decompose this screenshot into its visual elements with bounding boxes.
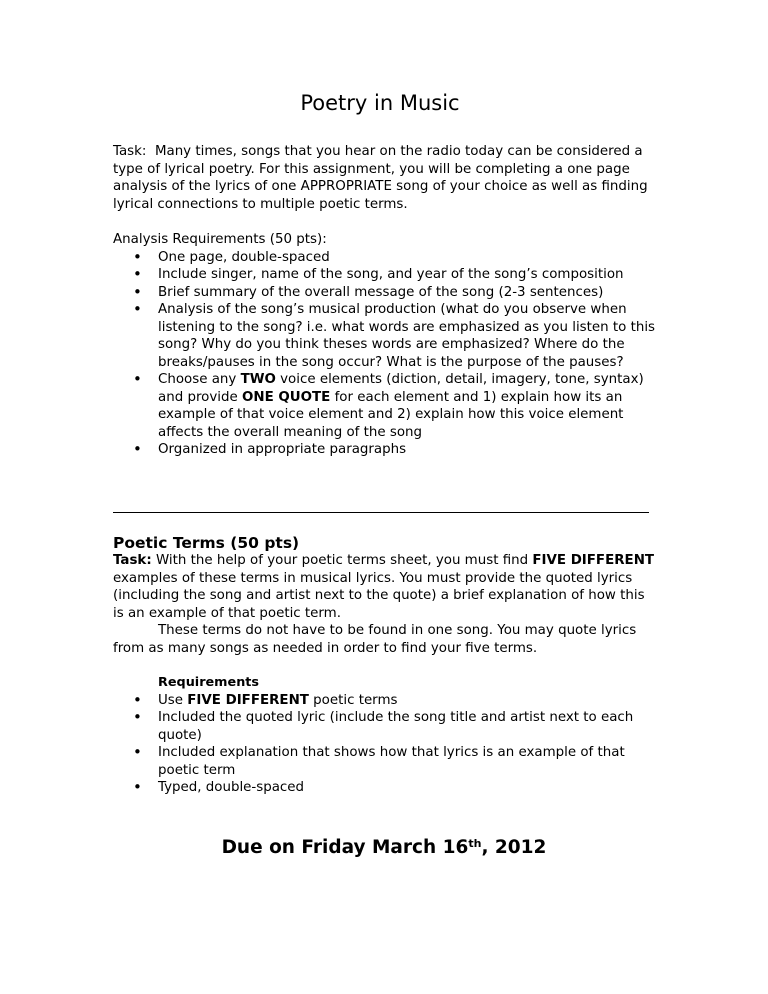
poetic-task-paragraph	[113, 552, 658, 622]
requirements-heading: Requirements	[158, 675, 260, 690]
list-item: • Typed, double-spaced	[113, 779, 658, 797]
emphasis-two: TWO	[240, 372, 276, 387]
poetic-paragraph-two: These terms do not have to be found in one song. You may quote lyrics from as many songs as needed in order to find your five terms.	[113, 623, 637, 656]
text-run: for each element and 1) explain how its an example of that voice element and 2) explain how this voice element affects the overall meaning of the song	[158, 389, 624, 440]
analysis-list	[113, 249, 658, 459]
analysis-heading: Analysis Requirements (50 pts):	[113, 232, 327, 247]
text-run: Use	[158, 692, 188, 708]
list-item: • Organized in appropriate paragraphs	[113, 441, 658, 459]
emphasis-five-different: FIVE DIFFERENT	[532, 553, 655, 568]
task-label: Task:	[113, 144, 147, 159]
list-item: • One page, double-spaced	[113, 249, 658, 267]
text-run: With the help of your poetic terms sheet, you must find	[151, 553, 533, 568]
poetic-terms-heading: Poetic Terms (50 pts)	[113, 534, 300, 552]
list-item: • Included explanation that shows how that lyrics is an example of that poetic term	[113, 744, 658, 779]
list-item	[113, 371, 658, 441]
due-year: , 2012	[481, 837, 547, 858]
requirements-list	[113, 692, 658, 797]
due-date	[0, 835, 768, 861]
page-title: Poetry in Music	[300, 91, 460, 115]
section-divider	[113, 500, 649, 513]
due-text: Due on Friday March 16	[221, 837, 469, 858]
text-run: poetic terms	[308, 692, 398, 708]
poetic-section	[113, 552, 658, 657]
requirements-section	[113, 674, 658, 797]
poetic-task-label: Task:	[113, 553, 152, 568]
analysis-section	[113, 231, 658, 459]
text-run: voice elements (diction, detail, imagery, tone, syntax) and provide	[158, 372, 644, 405]
task-text: Many times, songs that you hear on the radio today can be considered a type of lyrical poetry. For this assignment, you will be completing a one page analysis of the lyrics of one APPROPRIATE song of your choice as well as finding lyrical connections to multiple poetic terms.	[113, 144, 648, 212]
list-item: • Include singer, name of the song, and year of the song’s composition	[113, 266, 658, 284]
list-item: • Analysis of the song’s musical production (what do you observe when listening to the song? i.e. what words are emphasized as you listen to this song? Why do you think theses words are emphasized? Where do the breaks/pauses in the song occur? What is the purpose of the pauses?	[113, 301, 658, 371]
list-item: • Brief summary of the overall message of the song (2-3 sentences)	[113, 284, 658, 302]
emphasis-one-quote: ONE QUOTE	[242, 389, 331, 405]
text-run: examples of these terms in musical lyrics. You must provide the quoted lyrics (including the song and artist next to the quote) a brief explanation of how this is an example of that poetic term.	[113, 570, 645, 621]
emphasis-five-different: FIVE DIFFERENT	[187, 692, 309, 708]
list-item: • Included the quoted lyric (include the song title and artist next to each quote)	[113, 709, 658, 744]
text-run: Choose any	[158, 372, 241, 387]
task-paragraph	[113, 143, 658, 213]
list-item	[113, 692, 658, 710]
due-superscript: th	[468, 837, 482, 850]
